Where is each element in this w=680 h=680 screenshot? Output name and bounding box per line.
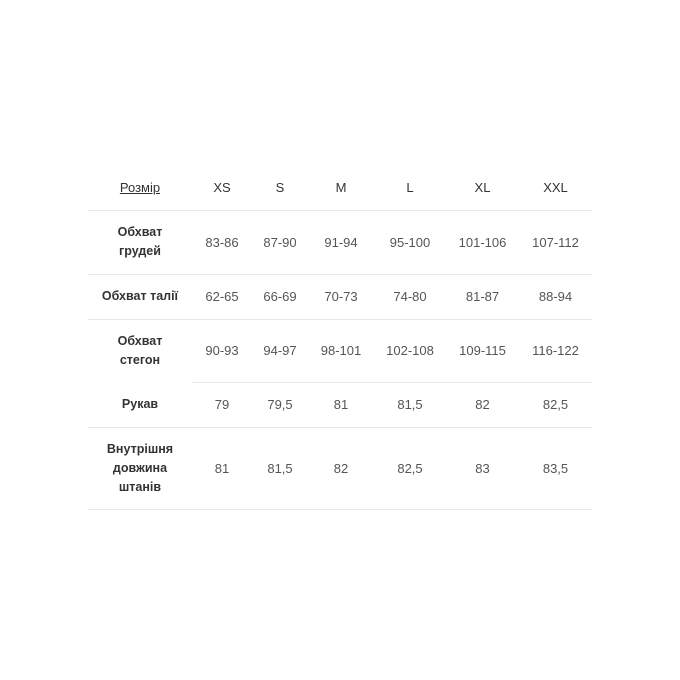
table-cell: 81,5 [374, 382, 446, 427]
table-cell: 91-94 [308, 210, 374, 274]
table-cell: 116-122 [519, 319, 592, 382]
size-col-xl: XL [446, 166, 519, 210]
table-cell: 107-112 [519, 210, 592, 274]
row-label-sleeve: Рукав [88, 382, 192, 427]
table-cell: 70-73 [308, 274, 374, 319]
table-row-chest [88, 210, 592, 274]
table-cell: 83-86 [192, 210, 252, 274]
row-label-chest: Обхват грудей [88, 210, 192, 274]
table-cell: 82,5 [374, 427, 446, 509]
table-cell: 95-100 [374, 210, 446, 274]
size-header-cell [88, 166, 192, 210]
table-cell: 94-97 [252, 319, 308, 382]
table-cell: 82 [446, 382, 519, 427]
table-cell: 81 [192, 427, 252, 509]
table-cell: 62-65 [192, 274, 252, 319]
size-col-xxl: XXL [519, 166, 592, 210]
table-cell: 101-106 [446, 210, 519, 274]
size-col-m: M [308, 166, 374, 210]
row-label-waist: Обхват талії [88, 274, 192, 319]
table-row-sleeve [88, 382, 592, 427]
table-cell: 88-94 [519, 274, 592, 319]
table-cell: 74-80 [374, 274, 446, 319]
table-cell: 82 [308, 427, 374, 509]
table-header-row [88, 166, 592, 210]
table-cell: 81 [308, 382, 374, 427]
table-cell: 90-93 [192, 319, 252, 382]
row-label-hips: Обхват стегон [117, 333, 163, 367]
table-cell: 79,5 [252, 382, 308, 427]
table-row-waist [88, 274, 592, 319]
table-cell: 102-108 [374, 319, 446, 382]
table-cell: 79 [192, 382, 252, 427]
table-row-inseam [88, 427, 592, 509]
table-cell: 66-69 [252, 274, 308, 319]
table-cell: 109-115 [446, 319, 519, 382]
size-col-xs: XS [192, 166, 252, 210]
table-cell: 98-101 [308, 319, 374, 382]
size-col-l: L [374, 166, 446, 210]
table-cell: 81-87 [446, 274, 519, 319]
table-cell: 82,5 [519, 382, 592, 427]
table-cell: 83 [446, 427, 519, 509]
size-col-s: S [252, 166, 308, 210]
table-cell: 83,5 [519, 427, 592, 509]
size-header-link[interactable]: Розмір [119, 180, 161, 196]
row-label-inseam: Внутрішня довжина штанів [88, 427, 192, 509]
table-cell: 87-90 [252, 210, 308, 274]
size-chart-table [88, 166, 592, 510]
table-cell: 81,5 [252, 427, 308, 509]
table-row-hips [88, 319, 592, 382]
